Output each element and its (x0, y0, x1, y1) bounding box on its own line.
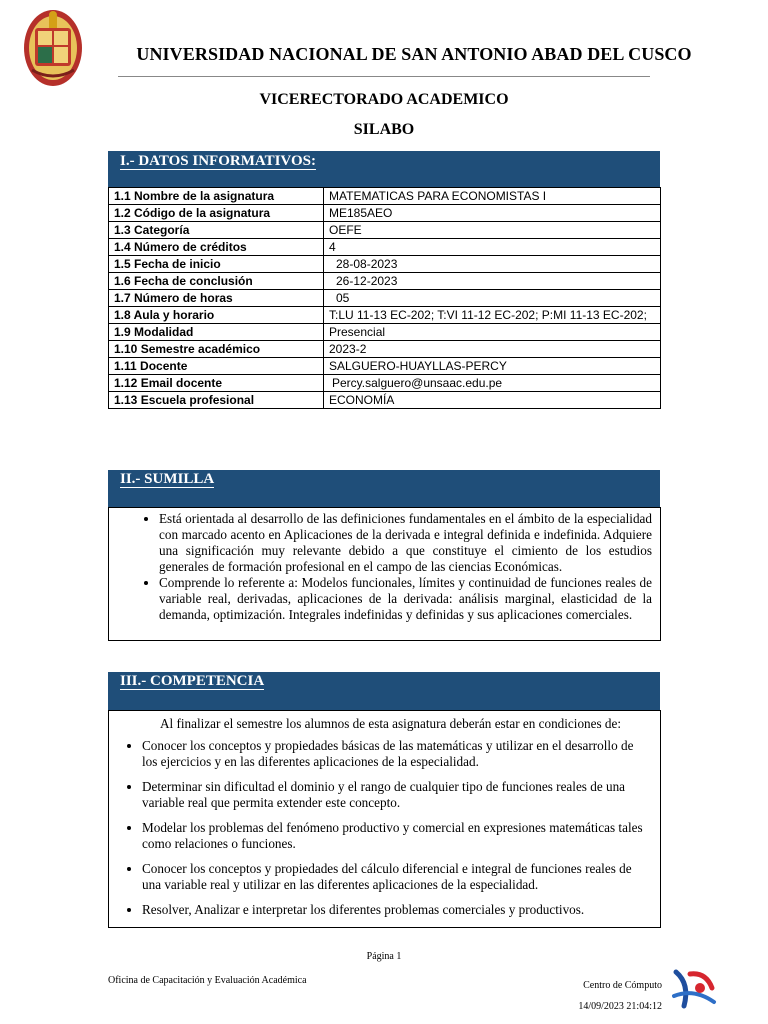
table-row (109, 290, 661, 307)
field-label: 1.7 Número de horas (109, 290, 324, 307)
list-item: • Resolver, Analizar e interpretar los diferentes problemas comerciales y productivos. (142, 902, 652, 918)
field-value: 05 (324, 290, 661, 307)
list-item: • Determinar sin dificultad el dominio y el rango de cualquier tipo de funciones reales de una variable real que permita extender este concepto. (142, 779, 652, 811)
field-label: 1.13 Escuela profesional (109, 392, 324, 409)
list-item: • Comprende lo referente a: Modelos funcionales, límites y continuidad de funciones reales de variable real, derivadas, aplicaciones de la derivada: análisis marginal, elasticidad de la demanda, optimización. Integrales indefinidas y definidas y sus aplicaciones comerciales. (159, 575, 652, 623)
header-divider (118, 76, 650, 77)
field-label: 1.12 Email docente (109, 375, 324, 392)
document-title: SILABO (353, 121, 415, 138)
field-value: SALGUERO-HUAYLLAS-PERCY (324, 358, 661, 375)
sumilla-list (109, 511, 660, 623)
field-label: 1.2 Código de la asignatura (109, 205, 324, 222)
table-row (109, 375, 661, 392)
field-label: 1.3 Categoría (109, 222, 324, 239)
list-item: • Está orientada al desarrollo de las definiciones fundamentales en el ámbito de la especialidad con marcado acento en Aplicaciones de la derivada e integral definida e indefinida. Adquiere una significación muy relevante debido a que constituye el cimiento de los estudios generales de formación profesional en el campo de las ciencias Económicas. (159, 511, 652, 575)
field-value: 26-12-2023 (324, 273, 661, 290)
table-row (109, 358, 661, 375)
field-label: 1.10 Semestre académico (109, 341, 324, 358)
table-row (109, 341, 661, 358)
table-row (109, 273, 661, 290)
page-number: Página 1 (366, 951, 402, 962)
vicerectorado-title: VICERECTORADO ACADEMICO (259, 91, 509, 108)
section-competencia-title: III.- COMPETENCIA (120, 673, 265, 689)
section-datos-header (108, 151, 660, 188)
table-row (109, 205, 661, 222)
footer-center: Centro de Cómputo (583, 980, 662, 991)
sumilla-box (108, 507, 661, 641)
footer-right (578, 975, 662, 1017)
table-row (109, 392, 661, 409)
section-sumilla-title: II.- SUMILLA (120, 471, 215, 487)
section-competencia-header (108, 672, 660, 710)
table-row (109, 239, 661, 256)
footer-office: Oficina de Capacitación y Evaluación Académica (108, 975, 307, 986)
field-label: 1.5 Fecha de inicio (109, 256, 324, 273)
field-label: 1.1 Nombre de la asignatura (109, 188, 324, 205)
list-item: • Conocer los conceptos y propiedades del cálculo diferencial e integral de funciones reales de una variable real y utilizar en las diferentes aplicaciones de la especialidad. (142, 861, 652, 893)
field-value: OEFE (324, 222, 661, 239)
field-value: Percy.salguero@unsaac.edu.pe (324, 375, 661, 392)
field-value: 28-08-2023 (324, 256, 661, 273)
section-sumilla-header (108, 470, 660, 507)
field-label: 1.4 Número de créditos (109, 239, 324, 256)
computing-center-logo-icon (670, 966, 718, 1012)
table-row (109, 324, 661, 341)
field-value: ECONOMÍA (324, 392, 661, 409)
competencia-box (108, 710, 661, 928)
field-value: ME185AEO (324, 205, 661, 222)
footer-timestamp: 14/09/2023 21:04:12 (578, 1001, 662, 1012)
competencia-list (109, 738, 660, 918)
field-label: 1.8 Aula y horario (109, 307, 324, 324)
competencia-intro: Al finalizar el semestre los alumnos de esta asignatura deberán estar en condiciones de: (160, 716, 622, 731)
university-crest-icon (22, 6, 84, 88)
field-label: 1.9 Modalidad (109, 324, 324, 341)
table-row (109, 256, 661, 273)
table-row (109, 188, 661, 205)
section-datos-title: I.- DATOS INFORMATIVOS: (120, 153, 316, 169)
field-value: 2023-2 (324, 341, 661, 358)
field-value: 4 (324, 239, 661, 256)
field-value: T:LU 11-13 EC-202; T:VI 11-12 EC-202; P:MI 11-13 EC-202; (324, 307, 661, 324)
field-label: 1.6 Fecha de conclusión (109, 273, 324, 290)
table-row (109, 222, 661, 239)
list-item: • Conocer los conceptos y propiedades básicas de las matemáticas y utilizar en el desarrollo de los ejercicios y en las diferentes aplicaciones de la especialidad. (142, 738, 652, 770)
university-name: UNIVERSIDAD NACIONAL DE SAN ANTONIO ABAD DEL CUSCO (136, 44, 692, 64)
table-row (109, 307, 661, 324)
field-value: Presencial (324, 324, 661, 341)
field-label: 1.11 Docente (109, 358, 324, 375)
datos-informativos-table (108, 187, 661, 409)
field-value: MATEMATICAS PARA ECONOMISTAS I (324, 188, 661, 205)
list-item: • Modelar los problemas del fenómeno productivo y comercial en expresiones matemáticas tales como relaciones o funciones. (142, 820, 652, 852)
